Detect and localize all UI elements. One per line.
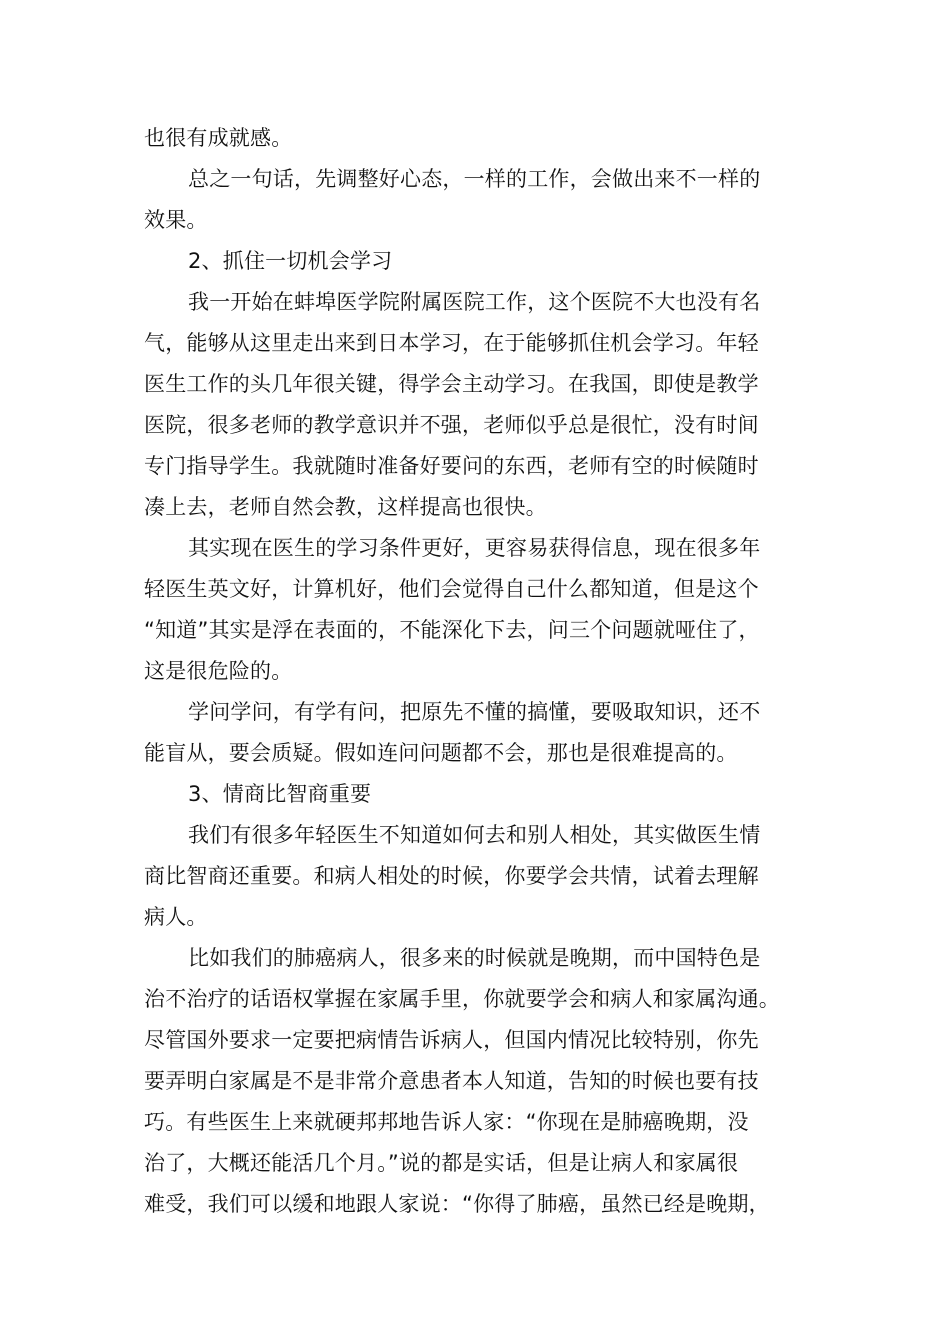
text-line: 商比智商还重要。和病人相处的时候，你要学会共情，试着去理解 bbox=[144, 864, 759, 888]
document-page bbox=[144, 118, 820, 1225]
text-line: 其实现在医生的学习条件更好，更容易获得信息，现在很多年 bbox=[188, 536, 761, 560]
section-heading: 2、抓住一切机会学习 bbox=[188, 249, 393, 273]
text-line: 我们有很多年轻医生不知道如何去和别人相处，其实做医生情 bbox=[188, 823, 761, 847]
text-line: 效果。 bbox=[144, 208, 208, 232]
text-line: 能盲从，要会质疑。假如连问问题都不会，那也是很难提高的。 bbox=[144, 741, 738, 765]
text-line: 学问学问，有学有问，把原先不懂的搞懂，要吸取知识，还不 bbox=[188, 700, 761, 724]
text-line: 要弄明白家属是不是非常介意患者本人知道，告知的时候也要有技 bbox=[144, 1069, 759, 1093]
text-line: 尽管国外要求一定要把病情告诉病人，但国内情况比较特别，你先 bbox=[144, 1028, 759, 1052]
text-line: 巧。有些医生上来就硬邦邦地告诉人家：“你现在是肺癌晚期，没 bbox=[144, 1110, 749, 1134]
text-line: 比如我们的肺癌病人，很多来的时候就是晚期，而中国特色是 bbox=[188, 946, 761, 970]
text-line: 轻医生英文好，计算机好，他们会觉得自己什么都知道，但是这个 bbox=[144, 577, 759, 601]
section-heading: 3、情商比智商重要 bbox=[188, 782, 372, 806]
text-line: 也很有成就感。 bbox=[144, 126, 293, 150]
text-line: 难受，我们可以缓和地跟人家说：“你得了肺癌，虽然已经是晚期， bbox=[144, 1192, 770, 1216]
text-line: “知道”其实是浮在表面的，不能深化下去，问三个问题就哑住了， bbox=[144, 618, 760, 642]
text-line: 气，能够从这里走出来到日本学习，在于能够抓住机会学习。年轻 bbox=[144, 331, 759, 355]
text-line: 凑上去，老师自然会教，这样提高也很快。 bbox=[144, 495, 547, 519]
text-line: 医院，很多老师的教学意识并不强，老师似乎总是很忙，没有时间 bbox=[144, 413, 759, 437]
text-line: 治了，大概还能活几个月。”说的都是实话，但是让病人和家属很 bbox=[144, 1151, 739, 1175]
text-line: 治不治疗的话语权掌握在家属手里，你就要学会和病人和家属沟通。 bbox=[144, 987, 780, 1011]
text-line: 总之一句话，先调整好心态，一样的工作，会做出来不一样的 bbox=[188, 167, 761, 191]
text-line: 医生工作的头几年很关键，得学会主动学习。在我国，即使是教学 bbox=[144, 372, 759, 396]
text-line: 专门指导学生。我就随时准备好要问的东西，老师有空的时候随时 bbox=[144, 454, 759, 478]
text-line: 这是很危险的。 bbox=[144, 659, 293, 683]
text-line: 我一开始在蚌埠医学院附属医院工作，这个医院不大也没有名 bbox=[188, 290, 761, 314]
text-line: 病人。 bbox=[144, 905, 208, 929]
